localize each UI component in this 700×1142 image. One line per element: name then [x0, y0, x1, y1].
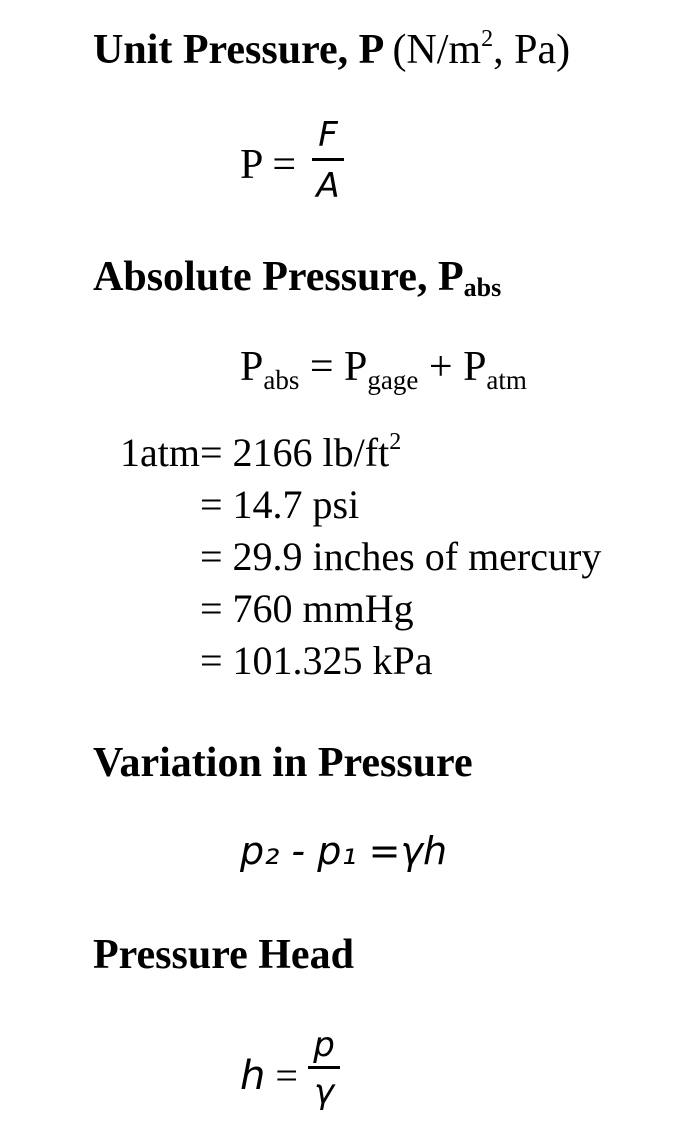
fraction-f-over-a	[312, 115, 344, 206]
conversion-row	[0, 534, 602, 579]
conversion-sup: 2	[389, 429, 402, 455]
heading-absolute-pressure	[93, 254, 502, 302]
heading-unit-pressure	[93, 26, 571, 73]
heading-absolute-pressure-text: Absolute Pressure, P	[93, 254, 464, 300]
fraction-p-over-gamma	[308, 1025, 340, 1112]
numerator-p: p	[313, 1025, 335, 1065]
sub-abs: abs	[263, 365, 300, 395]
fraction-bar	[308, 1066, 340, 1069]
heading-pressure-head: Pressure Head	[93, 932, 354, 978]
conversion-value: = 760 mmHg	[200, 586, 414, 631]
eq-equals: =	[275, 1053, 298, 1098]
sub-atm: atm	[486, 365, 527, 395]
conversion-lhs: 1atm	[120, 430, 200, 475]
units-sup: 2	[481, 26, 494, 52]
heading-variation-in-pressure: Variation in Pressure	[93, 740, 473, 786]
heading-abs-subscript: abs	[463, 273, 502, 302]
eq-p-atm: P	[463, 344, 487, 390]
eq-equals: =	[272, 142, 296, 188]
denominator-gamma: γ	[313, 1072, 335, 1112]
eq-p-gage: P	[344, 344, 368, 390]
conversion-value: = 14.7 psi	[200, 482, 360, 527]
units-pre: (N/m	[392, 27, 482, 73]
equation-absolute-pressure	[240, 344, 527, 395]
eq-p-symbol: P	[240, 142, 262, 188]
units-post: , Pa)	[493, 27, 571, 73]
equation-pressure-head-lhs	[240, 1053, 298, 1099]
conversion-row	[0, 586, 414, 631]
conversion-row	[0, 482, 360, 527]
units-text	[392, 27, 570, 73]
conversion-value: = 101.325 kPa	[200, 638, 433, 683]
heading-unit-pressure-text: Unit Pressure, P	[93, 27, 382, 73]
equation-variation: p₂ - p₁ =γh	[240, 829, 448, 873]
numerator-f: F	[318, 115, 338, 155]
eq-plus: +	[428, 344, 453, 390]
conversion-value: = 2166 lb/ft	[200, 430, 390, 475]
conversion-row	[0, 638, 433, 683]
eq-equals: =	[309, 344, 334, 390]
fraction-bar	[312, 158, 344, 161]
conversion-row	[0, 429, 402, 475]
denominator-a: A	[316, 166, 340, 206]
equation-unit-pressure-lhs	[240, 144, 296, 186]
eq-h-symbol: h	[240, 1053, 266, 1099]
conversion-value: = 29.9 inches of mercury	[200, 534, 602, 579]
eq-p-abs: P	[240, 344, 264, 390]
sub-gage: gage	[367, 365, 419, 395]
